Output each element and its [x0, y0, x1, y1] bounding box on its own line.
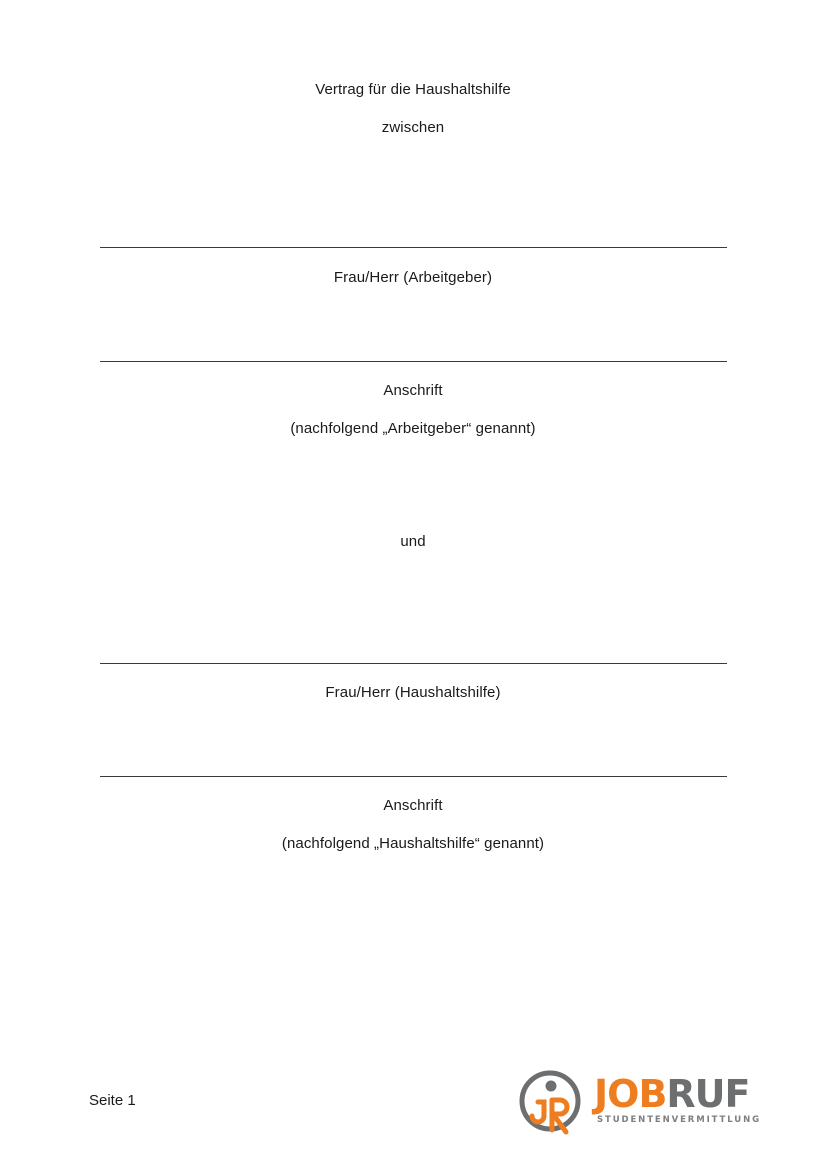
helper-designation: (nachfolgend „Haushaltshilfe“ genannt) — [281, 835, 545, 852]
logo-tagline: STUDENTENVERMITTLUNG — [597, 1115, 761, 1125]
between-text: zwischen — [381, 119, 445, 136]
employer-address-label: Anschrift — [383, 382, 443, 399]
employer-name-line — [100, 247, 727, 248]
helper-name-label: Frau/Herr (Haushaltshilfe) — [325, 684, 501, 701]
jobruf-person-icon — [518, 1066, 586, 1136]
page-number: Seite 1 — [89, 1092, 136, 1109]
and-text: und — [400, 533, 426, 550]
logo-wordmark — [594, 1074, 749, 1114]
employer-address-line — [100, 361, 727, 362]
helper-address-line — [100, 776, 727, 777]
logo-word-job: JOB — [594, 1072, 667, 1116]
helper-name-line — [100, 663, 727, 664]
document-title: Vertrag für die Haushaltshilfe — [315, 81, 511, 98]
logo-word-ruf: RUF — [666, 1072, 750, 1116]
employer-name-label: Frau/Herr (Arbeitgeber) — [333, 269, 493, 286]
employer-designation: (nachfolgend „Arbeitgeber“ genannt) — [290, 420, 536, 437]
helper-address-label: Anschrift — [383, 797, 443, 814]
jobruf-logo — [518, 1066, 761, 1142]
